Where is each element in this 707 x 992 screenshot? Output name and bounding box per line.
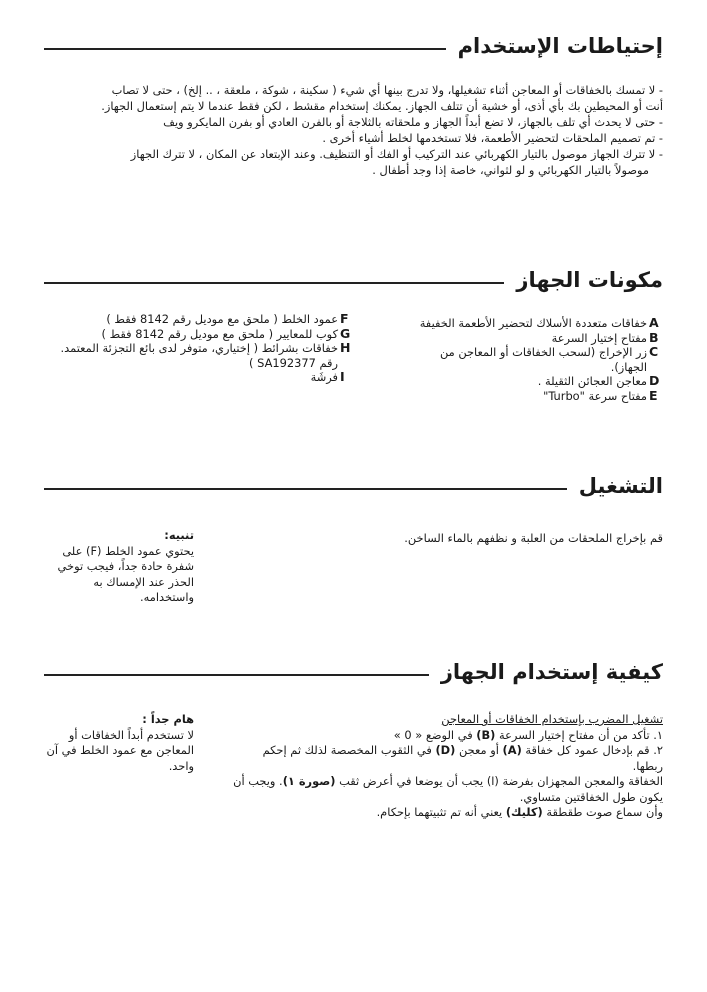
step-text: في الوضع « 0 » bbox=[393, 727, 477, 742]
component-text: معاجن العجائن الثقيلة . bbox=[537, 374, 647, 388]
step-ref: (B) bbox=[476, 727, 496, 742]
step-text: ٢. قم بإدخال عمود كل خفاقة bbox=[521, 743, 663, 757]
important-title: هام جداً : bbox=[142, 712, 194, 726]
usage-header bbox=[44, 660, 663, 684]
component-item bbox=[401, 374, 663, 389]
components-header bbox=[44, 268, 663, 292]
precaution-line: - حتى لا يحدث أي تلف بالجهاز، لا تضع أبداً الجهاز و ملحقاته بالثلاجة أو بالفرن العادي أو بفرن المايكرو ويف bbox=[163, 115, 663, 129]
precautions-title: إحتياطات الإستخدام bbox=[457, 34, 663, 58]
step-text: الخفاقة والمعجن المجهزان بفرضة (ا) يجب أن يوضعا في أعرض ثقب bbox=[335, 774, 663, 788]
step-ref: (كليك) bbox=[505, 805, 543, 819]
step-text: يعني أنه تم تثبيتهما بإحكام. bbox=[376, 805, 506, 819]
step-text: ١. تأكد من أن مفتاح إختيار السرعة bbox=[495, 727, 663, 742]
section-divider bbox=[44, 674, 429, 676]
precautions-text bbox=[33, 82, 663, 178]
usage-step bbox=[233, 743, 663, 774]
step-text: . ويجب أن يكون طول الخفاقتين متساوي. bbox=[233, 774, 663, 804]
component-item bbox=[44, 370, 354, 385]
component-letter: A bbox=[649, 315, 659, 330]
step-ref: (صورة ١) bbox=[282, 774, 336, 788]
components-list-left bbox=[44, 312, 354, 385]
component-text: خفاقات بشرائط ( إختياري، متوفر لدى بائع التجزئة المعتمد. رقم SA192377 ) bbox=[60, 341, 338, 370]
component-text: زر الإخراج (لسحب الخفاقات أو المعاجن من الجهاز). bbox=[439, 345, 647, 374]
component-text: خفاقات متعددة الأسلاك لتحضير الأطعمة الخفيفة bbox=[419, 316, 647, 330]
operation-warning bbox=[44, 528, 194, 606]
component-item bbox=[44, 341, 354, 370]
component-item bbox=[44, 312, 354, 327]
precautions-header bbox=[44, 34, 663, 58]
operation-instruction: قم بإخراج الملحقات من العلبة و نظفهم بالماء الساخن. bbox=[404, 531, 663, 545]
component-text: مفتاح سرعة "Turbo" bbox=[543, 388, 647, 403]
component-text: مفتاح إختيار السرعة bbox=[551, 330, 647, 345]
warning-title: تنبيه: bbox=[164, 528, 194, 542]
warning-text: يحتوي عمود الخلط (F) على شفرة حادة جداً، فيجب توخي الحذر عند الإمساك به واستخدامه. bbox=[57, 543, 194, 604]
component-text: عمود الخلط ( ملحق مع موديل رقم 8142 فقط ) bbox=[106, 312, 338, 326]
important-text: لا تستخدم أبداً الخفاقات أو المعاجن مع عمود الخلط في آن واحد. bbox=[46, 727, 194, 773]
component-letter: F bbox=[340, 311, 349, 326]
component-item bbox=[401, 316, 663, 331]
section-divider bbox=[44, 488, 567, 490]
components-list-right bbox=[401, 316, 663, 403]
components-title: مكونات الجهاز bbox=[516, 268, 663, 292]
usage-subtitle: تشغيل المضرب بإستخدام الخفاقات أو المعاجن bbox=[441, 712, 663, 726]
precaution-line: - لا تمسك بالخفاقات أو المعاجن أثناء تشغيلها، ولا تدرج بينها أي شيء ( سكينة ، شوكة ، ملعقة ، .. إلخ) ، حتى لا تصاب bbox=[111, 83, 663, 97]
operation-header bbox=[44, 474, 663, 498]
usage-important-note bbox=[44, 712, 194, 774]
usage-step bbox=[233, 774, 663, 805]
component-letter: B bbox=[649, 329, 659, 345]
precaution-line: موصولاً بالتيار الكهربائي و لو لثواني، خاصة إذا وجد أطفال . bbox=[372, 163, 649, 177]
precaution-line: - تم تصميم الملحقات لتحضير الأطعمة، فلا تستخدمها لخلط أشياء أخرى . bbox=[322, 131, 663, 145]
section-divider bbox=[44, 48, 446, 50]
component-letter: E bbox=[649, 387, 658, 403]
usage-step bbox=[233, 728, 663, 744]
step-text: في الثقوب المخصصة لذلك ثم إحكم ربطها. bbox=[262, 743, 663, 773]
component-letter: H bbox=[340, 340, 351, 355]
usage-step bbox=[233, 805, 663, 821]
operation-title: التشغيل bbox=[578, 474, 663, 498]
usage-text bbox=[233, 712, 663, 821]
component-item bbox=[401, 389, 663, 404]
precaution-line: - لا تترك الجهاز موصول بالتيار الكهربائي عند التركيب أو الفك أو التنظيف. وعند الإبتعاد عن المكان ، لا تترك الجهاز bbox=[130, 147, 663, 161]
component-letter: D bbox=[649, 373, 660, 388]
precaution-line: أنت أو المحيطين بك بأي أذى، أو خشية أن تتلف الجهاز. يمكنك إستخدام مقشط ، لكن فقط عندما لا يتم إستعمال الجهاز. bbox=[101, 99, 663, 113]
component-letter: C bbox=[649, 344, 659, 359]
component-letter: G bbox=[340, 325, 351, 341]
step-ref: (A) bbox=[502, 743, 522, 757]
step-ref: (D) bbox=[435, 743, 456, 757]
step-text: وأن سماع صوت طقطقة bbox=[542, 805, 663, 819]
component-letter: I bbox=[340, 369, 345, 384]
component-text: كوب للمعايير ( ملحق مع موديل رقم 8142 فقط ) bbox=[101, 326, 338, 341]
component-item bbox=[44, 327, 354, 342]
section-divider bbox=[44, 282, 504, 284]
component-text: فرشَة bbox=[310, 370, 338, 384]
component-item bbox=[401, 331, 663, 346]
usage-title: كيفية إستخدام الجهاز bbox=[440, 660, 663, 684]
step-text: أو معجن bbox=[455, 743, 503, 757]
operation-text bbox=[243, 530, 663, 546]
component-item bbox=[401, 345, 663, 374]
